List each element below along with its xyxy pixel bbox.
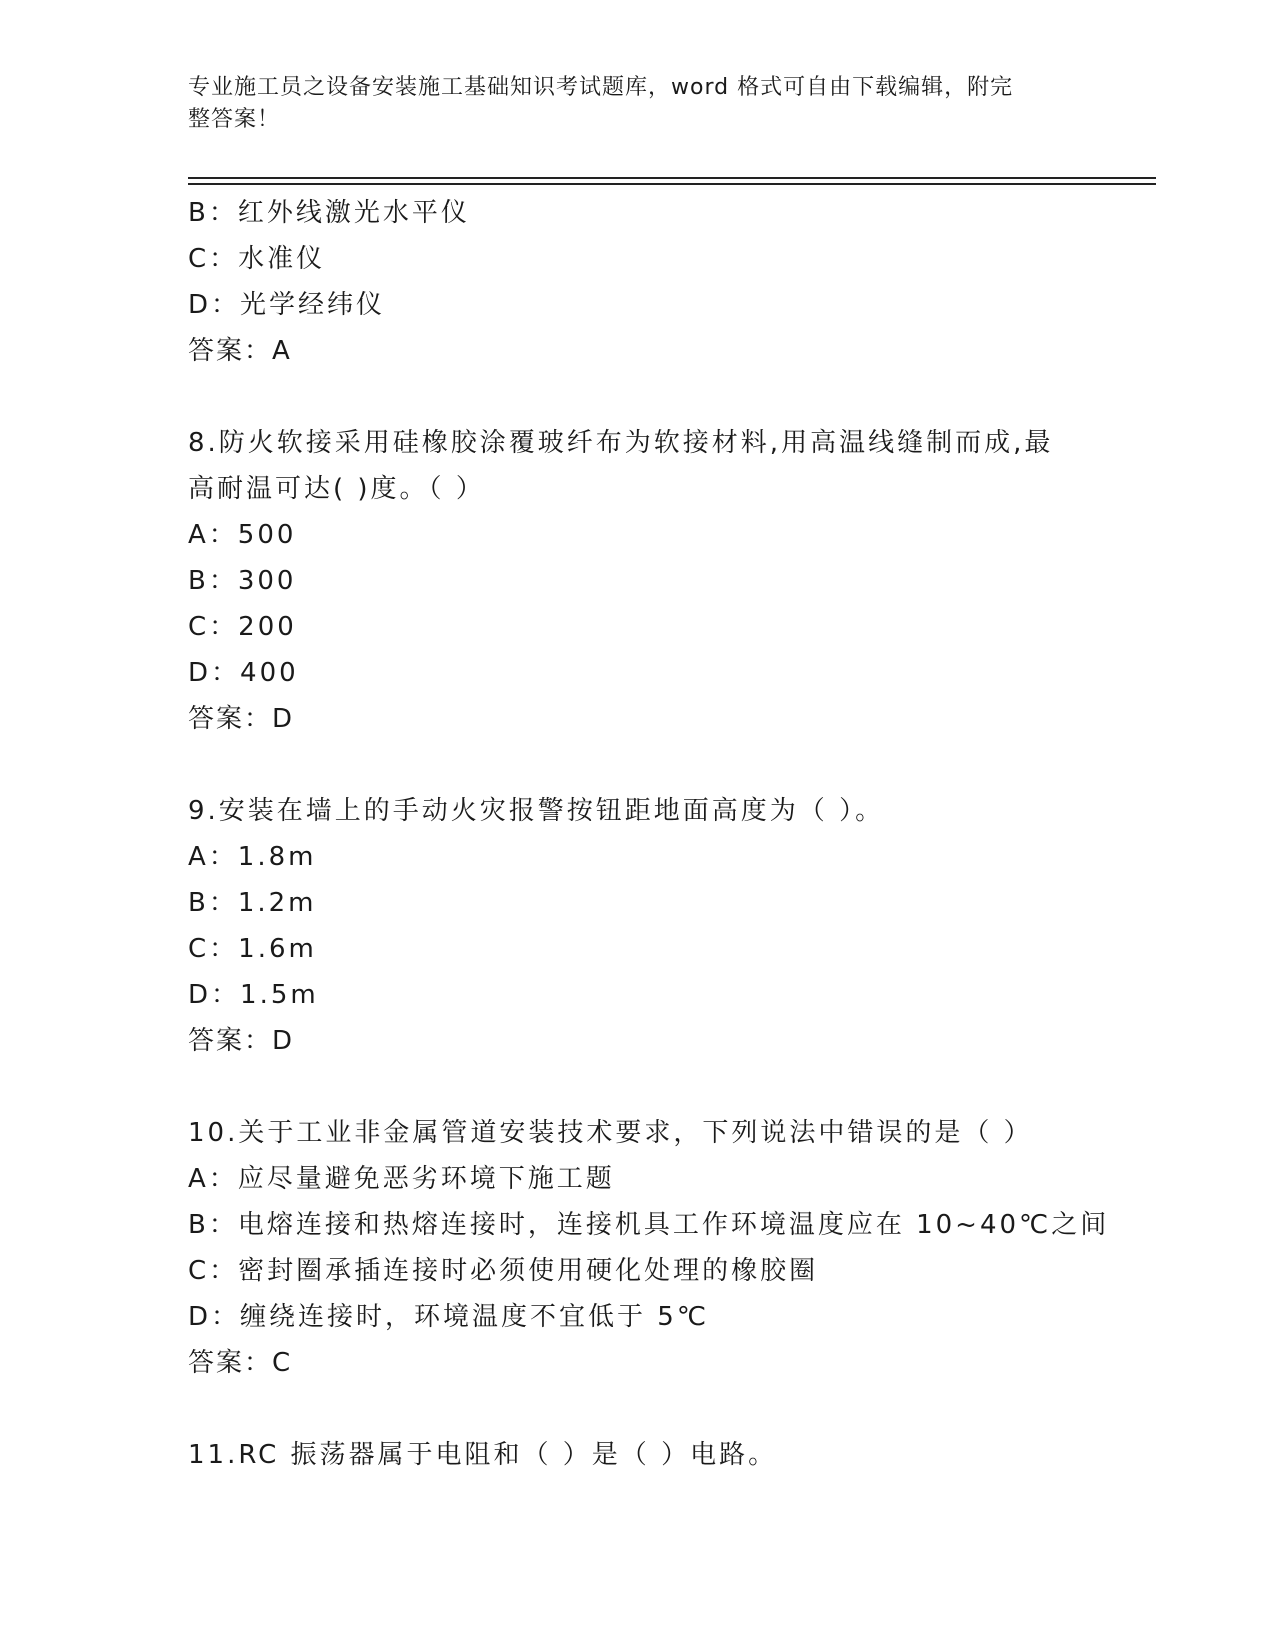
document-header — [188, 72, 1068, 136]
option-b: B：电熔连接和热熔连接时，连接机具工作环境温度应在 10~40℃之间 — [188, 1210, 1110, 1240]
option-c: C：密封圈承插连接时必须使用硬化处理的橡胶圈 — [188, 1256, 819, 1286]
option-d: D：缠绕连接时，环境温度不宜低于 5℃ — [188, 1302, 710, 1332]
question-list — [188, 190, 1110, 1478]
question-text-line-1: 11.RC 振荡器属于电阻和（ ）是（ ）电路。 — [188, 1440, 778, 1470]
spacer — [188, 1064, 1088, 1110]
spacer — [188, 1386, 1088, 1432]
question-block-7-tail — [188, 190, 1088, 374]
header-line-1: 专业施工员之设备安装施工基础知识考试题库，word 格式可自由下载编辑，附完 — [188, 75, 1014, 100]
question-text-line-1: 9.安装在墙上的手动火灾报警按钮距地面高度为（ ）。 — [188, 796, 885, 826]
question-text-line-2: 高耐温可达( )度。（ ） — [188, 474, 485, 504]
question-block-10 — [188, 1110, 1110, 1386]
option-a: A：500 — [188, 520, 297, 550]
spacer — [188, 742, 1088, 788]
option-b: B：红外线激光水平仪 — [188, 198, 470, 228]
option-b: B：1.2m — [188, 888, 317, 918]
answer-line: 答案：D — [188, 704, 295, 734]
question-text-line-1: 10.关于工业非金属管道安装技术要求，下列说法中错误的是（ ） — [188, 1118, 1033, 1148]
option-c: C：1.6m — [188, 934, 317, 964]
answer-line: 答案：D — [188, 1026, 295, 1056]
option-c: C：200 — [188, 612, 297, 642]
option-d: D：1.5m — [188, 980, 319, 1010]
answer-line: 答案：C — [188, 1348, 293, 1378]
option-b: B：300 — [188, 566, 297, 596]
spacer — [188, 374, 1088, 420]
option-a: A：应尽量避免恶劣环境下施工题 — [188, 1164, 615, 1194]
option-d: D：光学经纬仪 — [188, 290, 386, 320]
question-block-11 — [188, 1432, 1088, 1478]
question-block-8 — [188, 420, 1088, 742]
option-d: D：400 — [188, 658, 299, 688]
option-c: C：水准仪 — [188, 244, 326, 274]
header-divider-bottom — [188, 183, 1156, 185]
answer-line: 答案：A — [188, 336, 292, 366]
question-block-9 — [188, 788, 1088, 1064]
header-divider-top — [188, 177, 1156, 179]
header-line-2: 整答案！ — [188, 107, 281, 132]
question-text-line-1: 8.防火软接采用硅橡胶涂覆玻纤布为软接材料,用高温线缝制而成,最 — [188, 428, 1054, 458]
option-a: A：1.8m — [188, 842, 317, 872]
